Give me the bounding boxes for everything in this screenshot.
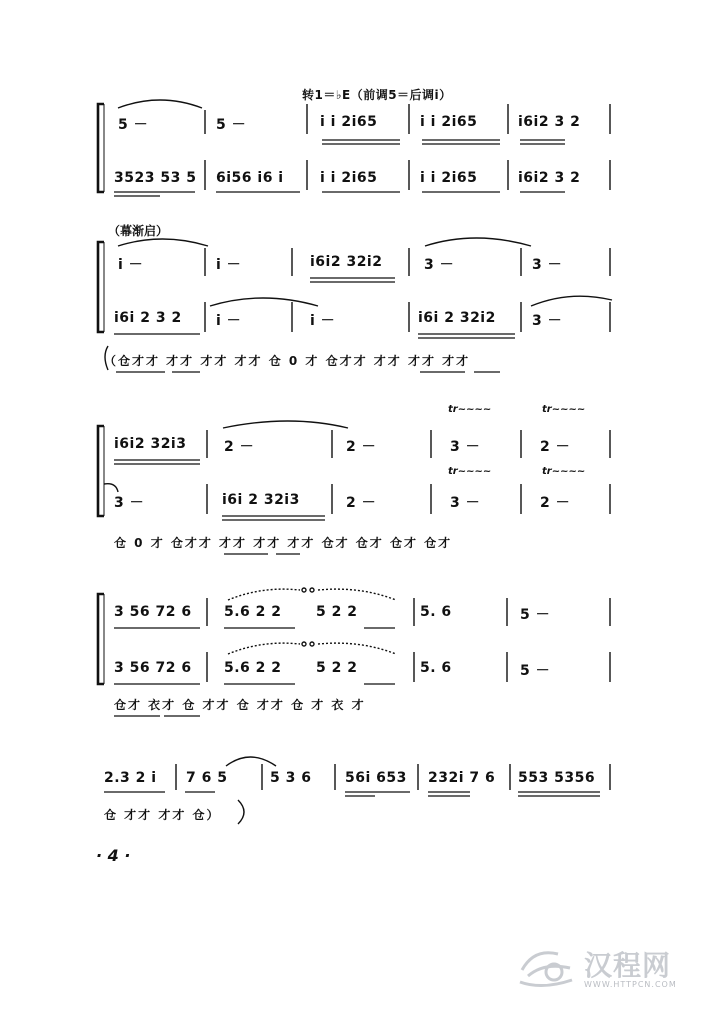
measure-5-top: 3 － <box>532 257 563 273</box>
trill-mark: tr~~~~ <box>542 466 586 477</box>
measure-3-top: 2 － <box>346 439 377 455</box>
measure-6: 553 5356 <box>518 770 596 786</box>
trill-mark: tr~~~~ <box>542 404 586 415</box>
measure-5-top: 5 － <box>520 607 551 623</box>
key-change-annotation: 转1＝♭E（前调5＝后调i） <box>302 88 452 102</box>
percussion-line: 仓 0 才 仓才才 才才 才才 才才 仓才 仓才 仓才 仓才 <box>114 536 453 550</box>
measure-2-bottom: 5.6 2 2 <box>224 660 282 676</box>
measure-1-bottom: 3523 53 5 <box>114 170 197 186</box>
measure-2: 7 6 5 <box>186 770 228 786</box>
stage-direction: （幕渐启） <box>108 224 169 238</box>
measure-1-bottom: 3 56 72 6 <box>114 660 192 676</box>
page-number: · 4 · <box>96 846 131 865</box>
percussion-line: 仓 才才 才才 仓） <box>104 808 221 822</box>
measure-4-top: i i 2i65 <box>420 114 478 130</box>
measure-5-bottom: 2 － <box>540 495 571 511</box>
percussion-line: （仓才才 才才 才才 才才 仓 0 才 仓才才 才才 才才 才才 <box>104 354 471 368</box>
measure-4-top: 3 － <box>424 257 455 273</box>
measure-1-bottom: 3 － <box>114 495 145 511</box>
measure-2-top: 5.6 2 2 <box>224 604 282 620</box>
trill-mark: tr~~~~ <box>448 404 492 415</box>
measure-2-bottom: i － <box>216 313 242 329</box>
measure-5-top: 2 － <box>540 439 571 455</box>
measure-5-bottom: i6i2 3 2 <box>518 170 581 186</box>
measure-3-top: i i 2i65 <box>320 114 378 130</box>
measure-4-top: 5. 6 <box>420 604 452 620</box>
measure-3-top: i6i2 32i2 <box>310 254 383 270</box>
measure-4-top: 3 － <box>450 439 481 455</box>
measure-4-bottom: i i 2i65 <box>420 170 478 186</box>
watermark-url: WWW.HTTPCN.COM <box>584 980 677 989</box>
measure-2-top: 2 － <box>224 439 255 455</box>
measure-1-top: 3 56 72 6 <box>114 604 192 620</box>
measure-3-top: 5 2 2 <box>316 604 358 620</box>
percussion-line: 仓才 衣才 仓 才才 仓 才才 仓 才 衣 才 <box>114 698 366 712</box>
measure-1-top: 5 － <box>118 117 149 133</box>
measure-3-bottom: 5 2 2 <box>316 660 358 676</box>
trill-mark: tr~~~~ <box>448 466 492 477</box>
measure-1-top: i6i2 32i3 <box>114 436 187 452</box>
measure-4-bottom: i6i 2 32i2 <box>418 310 496 326</box>
measure-3-bottom: i i 2i65 <box>320 170 378 186</box>
measure-4-bottom: 3 － <box>450 495 481 511</box>
measure-1-top: i － <box>118 257 144 273</box>
measure-4-bottom: 5. 6 <box>420 660 452 676</box>
measure-2-top: 5 － <box>216 117 247 133</box>
measure-3-bottom: 2 － <box>346 495 377 511</box>
measure-4: 56i 653 <box>345 770 407 786</box>
measure-3: 5 3 6 <box>270 770 312 786</box>
measure-3-bottom: i － <box>310 313 336 329</box>
measure-1: 2.3 2 i <box>104 770 157 786</box>
watermark-site-name: 汉程网 <box>584 949 672 982</box>
measure-5-bottom: 3 － <box>532 313 563 329</box>
measure-2-bottom: 6i56 i6 i <box>216 170 284 186</box>
measure-2-bottom: i6i 2 32i3 <box>222 492 300 508</box>
watermark-logo-icon <box>514 940 580 990</box>
measure-5: 232i 7 6 <box>428 770 496 786</box>
measure-5-top: i6i2 3 2 <box>518 114 581 130</box>
measure-1-bottom: i6i 2 3 2 <box>114 310 182 326</box>
measure-5-bottom: 5 － <box>520 663 551 679</box>
measure-2-top: i － <box>216 257 242 273</box>
